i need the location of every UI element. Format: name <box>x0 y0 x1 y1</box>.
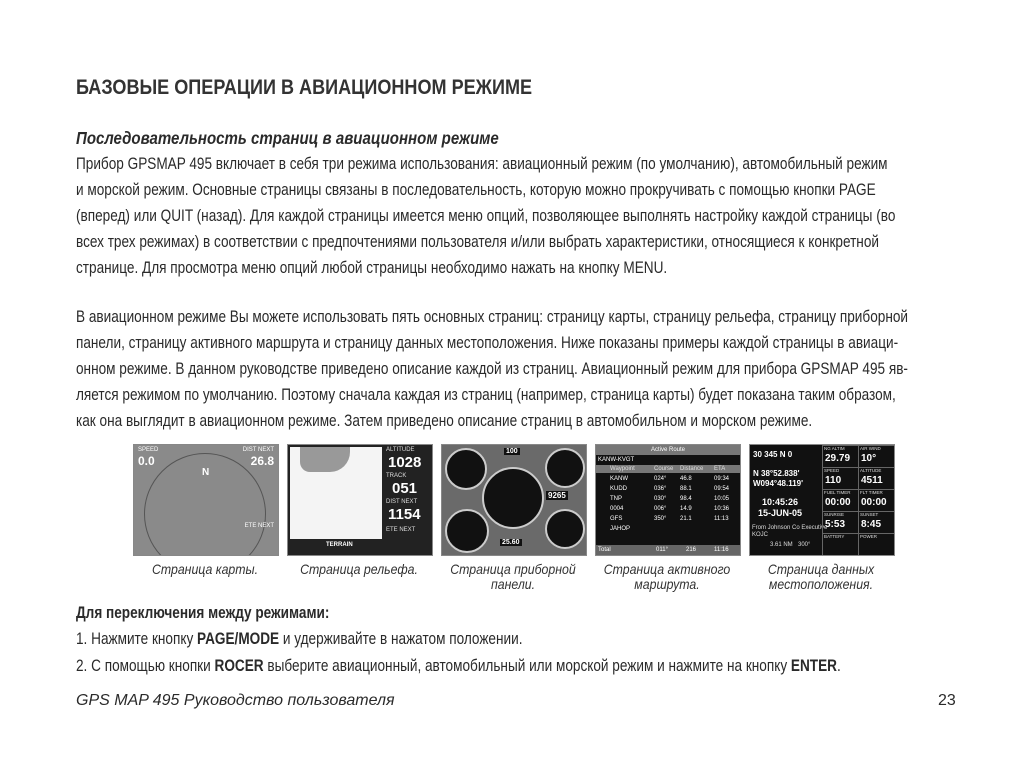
position-field <box>822 445 859 468</box>
page-mode-key: PAGE/MODE <box>197 630 280 648</box>
north-indicator: N <box>202 467 210 478</box>
ete-label: ETE NEXT <box>244 523 274 529</box>
field-value: 4511 <box>861 475 883 486</box>
compass-strip: 30 345 N 0 <box>753 450 793 459</box>
enter-key: ENTER <box>790 657 838 675</box>
dist-value: 26.8 <box>250 454 274 468</box>
vsi-dial <box>545 509 585 549</box>
route-cell: KUDD <box>610 486 628 492</box>
attitude-dial <box>482 467 544 529</box>
route-cell: 10:36 <box>714 506 730 512</box>
paragraph-line: Прибор GPSMAP 495 включает в себя три режима использования: авиационный режим (по умолчанию), автомобильный режим <box>76 155 888 173</box>
from-distance: 3.61 NM <box>770 542 793 548</box>
paragraph-line: панели, страницу активного маршрута и страницу данных местоположения. Ниже показаны примеры каждой страницы в авиаци- <box>76 334 899 352</box>
route-cell: 10:05 <box>714 496 730 502</box>
footer-manual-title: GPS MAP 495 Руководство пользователя <box>76 692 395 709</box>
altitude-value: 9265 <box>548 491 566 500</box>
switch-step-1: 1. Нажмите кнопку PAGE/MODE и удерживайте в нажатом положении. <box>76 630 523 648</box>
caption-panel: Страница приборной панели. <box>450 561 576 592</box>
baro-value: 25.60 <box>502 539 520 546</box>
paragraph-line: всех трех режимах) в соответствии с предпочтениями пользователя и/или выбрать характеристики, относящиеся к конкретной <box>76 233 879 251</box>
from-id: KOJC <box>752 532 769 538</box>
field-label: BATTERY <box>824 534 845 539</box>
position-field <box>822 511 859 534</box>
route-cell: 11:13 <box>714 516 729 522</box>
route-cell: TNP <box>610 496 622 502</box>
latitude: N 38°52.838' <box>753 469 800 478</box>
field-label: FUEL TIMER <box>824 490 851 495</box>
paragraph-line: (вперед) или QUIT (назад). Для каждой страницы имеется меню опций, позволяющее выполнять настройку каждой страницы (во <box>76 207 896 225</box>
route-header: Active Route <box>596 445 740 455</box>
from-label: From Johnson Co Executive <box>752 525 828 531</box>
route-cell: 14.9 <box>680 506 692 512</box>
horizon-dial <box>445 509 489 553</box>
route-cell: JAHOP <box>610 526 631 532</box>
altitude-value: 1028 <box>388 454 422 471</box>
route-cell: 46.8 <box>680 476 692 482</box>
route-cell: 09:54 <box>714 486 730 492</box>
position-field <box>858 533 895 556</box>
time: 10:45:26 <box>762 497 799 507</box>
terrain-label: TERRAIN <box>326 542 353 548</box>
position-field <box>858 467 895 490</box>
page-title: БАЗОВЫЕ ОПЕРАЦИИ В АВИАЦИОННОМ РЕЖИМЕ <box>76 76 533 99</box>
position-field <box>822 467 859 490</box>
caption-position: Страница данных местоположения. <box>767 561 875 592</box>
dist-label: DIST NEXT <box>242 447 274 453</box>
clock-dial <box>545 448 585 488</box>
field-label: SUNRISE <box>824 512 845 517</box>
paragraph-line: онном режиме. В данном руководстве приведено описание каждой из страниц. Авиационный режим для прибора GPSMAP 495 яв- <box>76 360 908 378</box>
route-cell: 350° <box>654 516 667 522</box>
route-cell: 21.1 <box>680 516 692 522</box>
route-name: KANW-KVGT <box>598 457 635 463</box>
field-label: SPEED <box>824 468 840 473</box>
heading-value: 100 <box>506 448 518 455</box>
field-label: AIR WIND <box>860 446 881 451</box>
field-value: 8:45 <box>861 519 882 530</box>
route-cell: 0004 <box>610 506 624 512</box>
date: 15-JUN-05 <box>758 508 803 518</box>
paragraph-line: В авиационном режиме Вы можете использовать пять основных страниц: страницу карты, страницу рельефа, страницу приборной <box>76 308 908 326</box>
caption-route: Страница активного маршрута. <box>603 561 731 592</box>
section-subtitle: Последовательность страниц в авиационном режиме <box>76 128 499 148</box>
field-label: POWER <box>860 534 878 539</box>
position-field <box>858 445 895 468</box>
route-column-header: Waypoint Course Distance ETA <box>596 465 740 473</box>
position-field <box>822 533 859 556</box>
terrain-map <box>290 447 382 539</box>
field-label: SUNSET <box>860 512 879 517</box>
route-cell: 006° <box>654 506 667 512</box>
route-cell: 030° <box>654 496 667 502</box>
field-value: 5:53 <box>825 519 846 530</box>
paragraph-line: как она выглядит в авиационном режиме. Затем приведено описание страниц в автомобильном и морском режиме. <box>76 412 813 430</box>
caption-map: Страница карты. <box>151 561 259 577</box>
map-page-screenshot <box>133 444 279 556</box>
track-label: TRACK <box>386 473 407 479</box>
position-field <box>822 489 859 512</box>
field-label: ALTITUDE <box>860 468 882 473</box>
route-page-screenshot <box>595 444 741 556</box>
dist-value: 1154 <box>388 506 421 523</box>
route-cell: GFS <box>610 516 623 522</box>
page-number: 23 <box>938 692 956 709</box>
from-bearing: 300° <box>798 542 811 548</box>
caption-terrain: Страница рельефа. <box>300 561 418 577</box>
field-value: 10° <box>861 453 877 464</box>
field-value: 00:00 <box>825 497 851 508</box>
longitude: W094°48.119' <box>753 479 804 488</box>
route-cell: 036° <box>654 486 667 492</box>
dist-label: DIST NEXT <box>386 499 418 505</box>
speed-value: 0.0 <box>138 454 155 468</box>
route-cell: 09:34 <box>714 476 730 482</box>
speed-label: SPEED <box>138 447 159 453</box>
rocker-key: ROCER <box>214 657 264 675</box>
switch-heading: Для переключения между режимами: <box>76 604 330 622</box>
panel-page-screenshot <box>441 444 587 556</box>
position-field <box>858 489 895 512</box>
airspeed-dial <box>445 448 487 490</box>
route-cell: 88.1 <box>680 486 692 492</box>
track-value: 051 <box>392 480 418 497</box>
route-cell: 98.4 <box>680 496 692 502</box>
field-value: 29.79 <box>825 453 851 464</box>
field-label: FLT TIMER <box>860 490 883 495</box>
paragraph-line: странице. Для просмотра меню опций любой страницы необходимо нажать на кнопку MENU. <box>76 259 668 277</box>
route-total: Total 011° 216 11:16 <box>596 545 740 555</box>
switch-step-2: 2. С помощью кнопки ROCER выберите авиационный, автомобильный или морской режим и нажмите на кнопку ENTER. <box>76 657 841 675</box>
paragraph-line: ляется режимом по умолчанию. Поэтому сначала каждая из страниц (например, страница карты) будет показана таким образом, <box>76 386 896 404</box>
route-cell: KANW <box>610 476 628 482</box>
position-page-screenshot <box>749 444 895 556</box>
position-field <box>858 511 895 534</box>
terrain-page-screenshot <box>287 444 433 556</box>
ete-label: ETE NEXT <box>386 527 416 533</box>
route-cell: 024° <box>654 476 667 482</box>
field-value: 110 <box>825 475 842 486</box>
field-value: 00:00 <box>861 497 887 508</box>
field-label: NG ALTIM <box>824 446 845 451</box>
paragraph-line: и морской режим. Основные страницы связаны в последовательность, которую можно прокручивать с помощью кнопки PAGE <box>76 181 876 199</box>
altitude-label: ALTITUDE <box>386 447 415 453</box>
